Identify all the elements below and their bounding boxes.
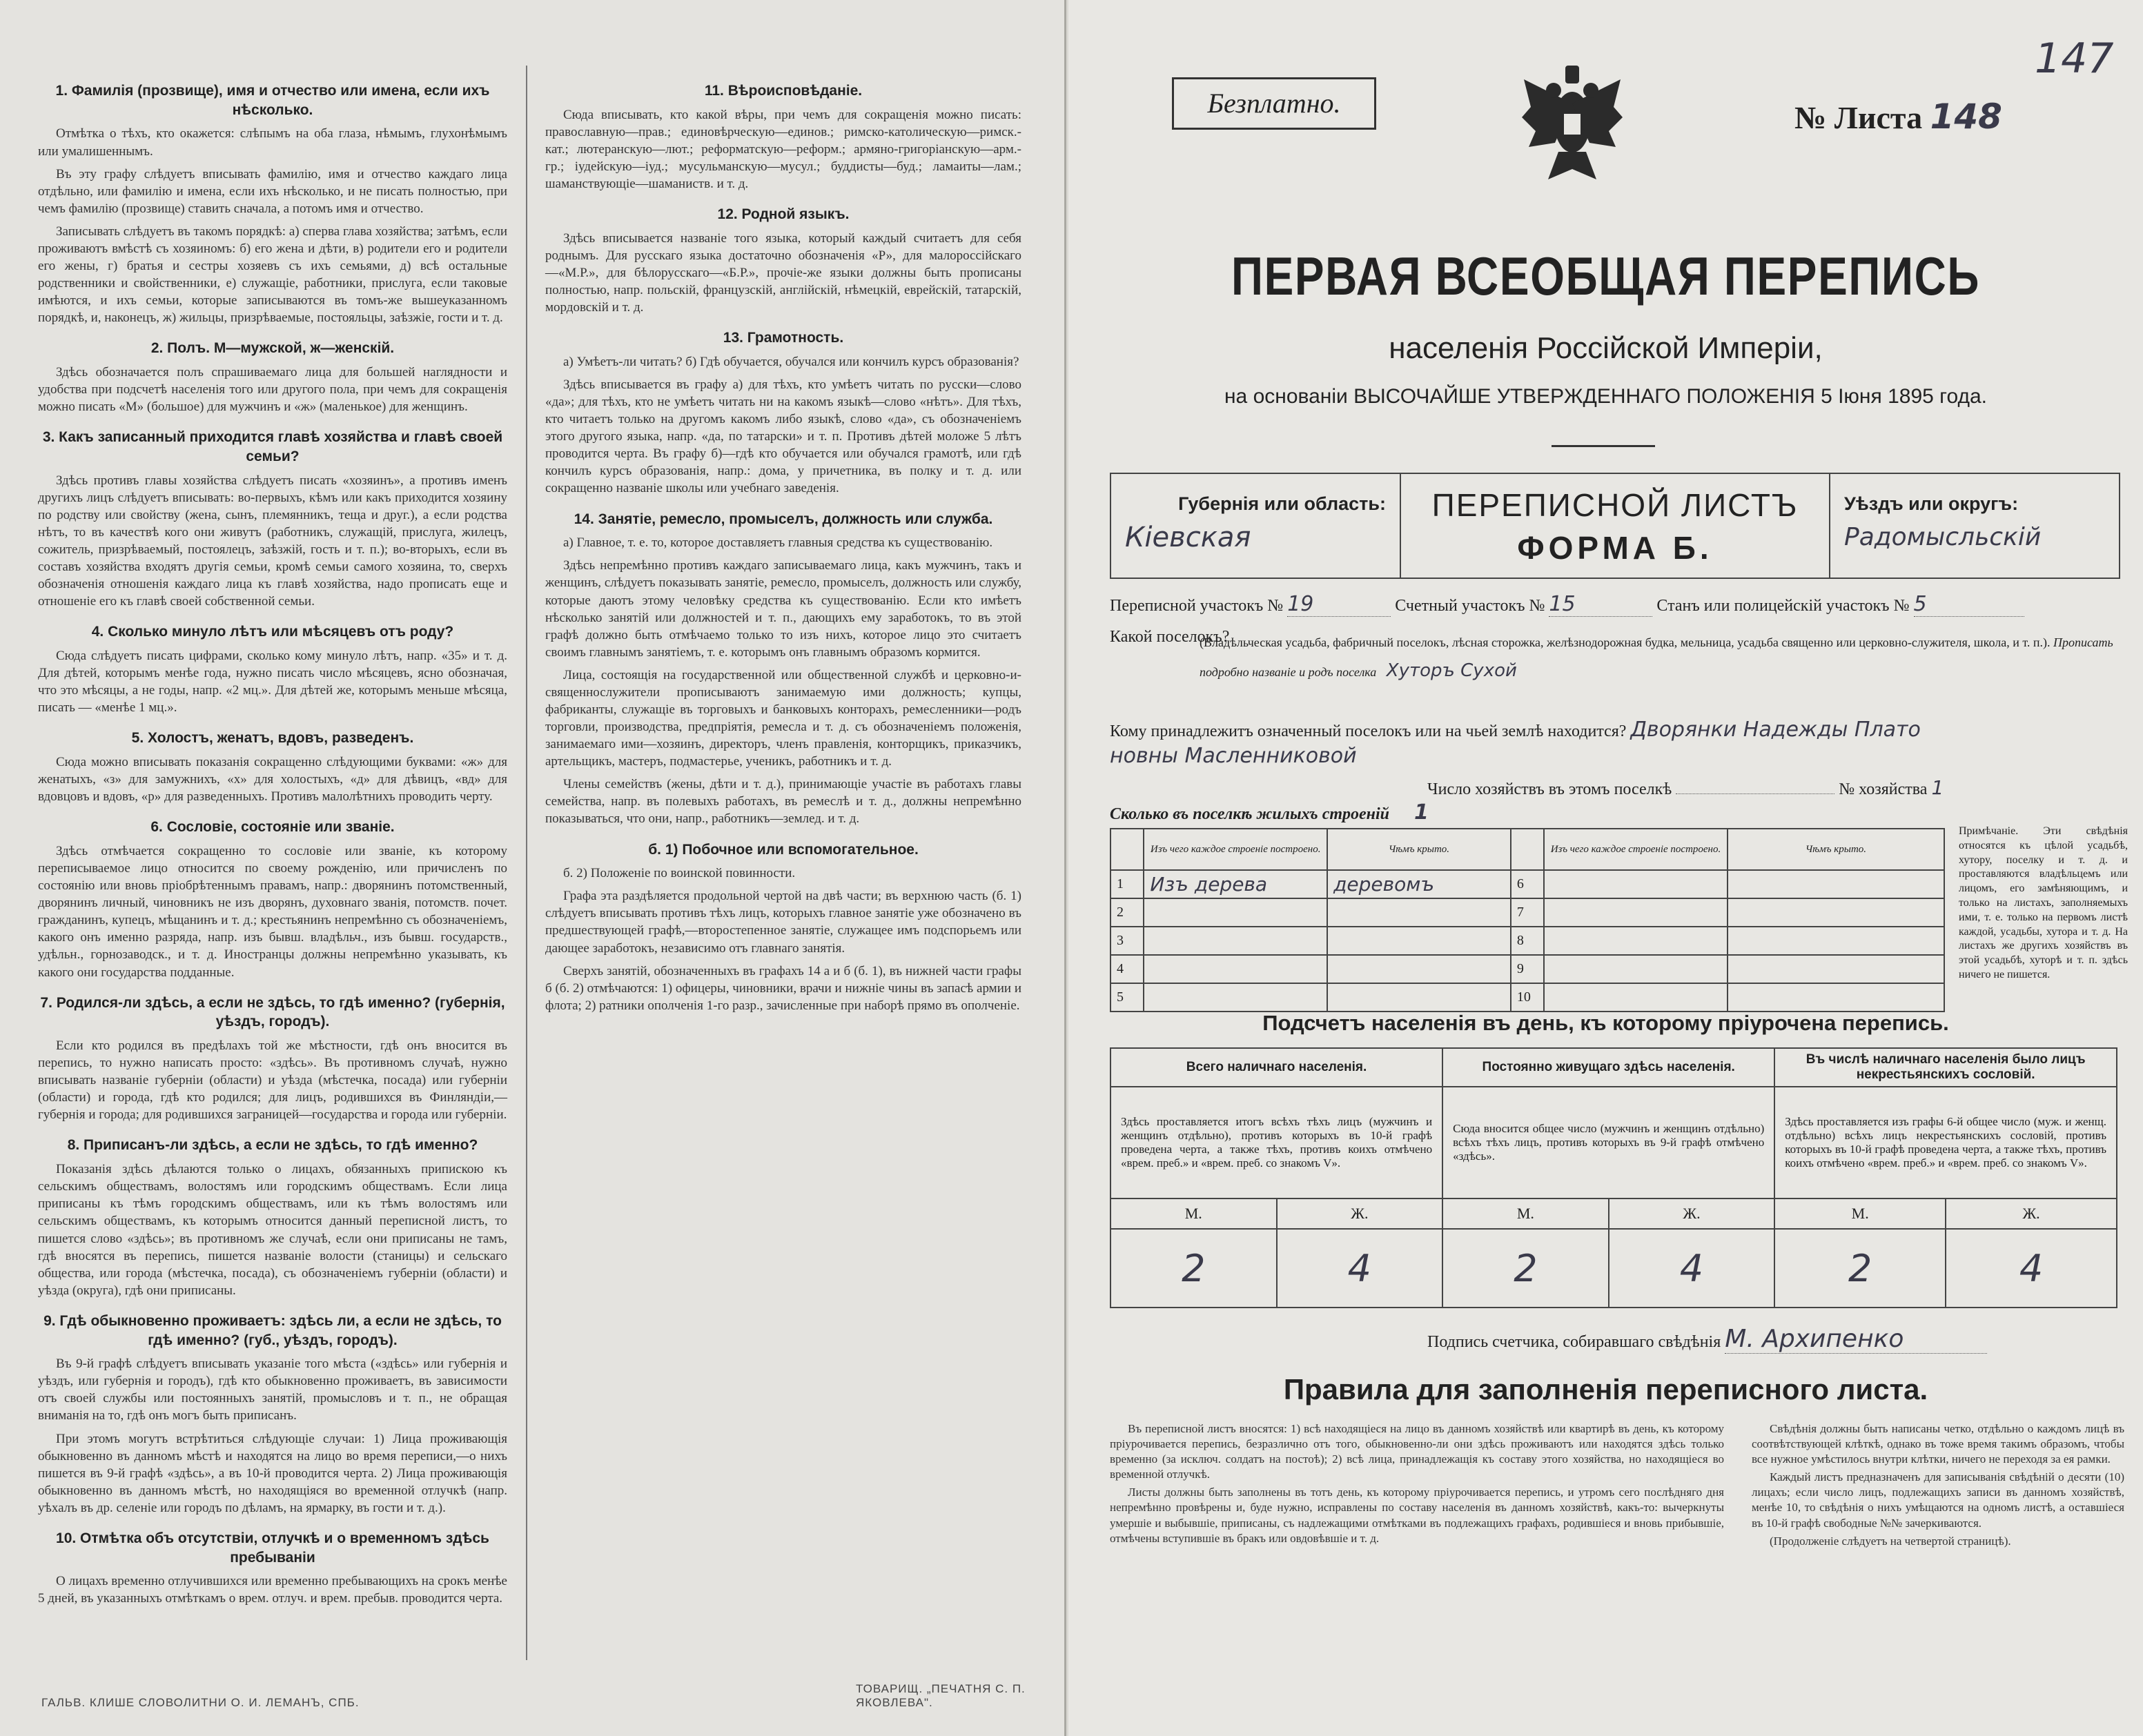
buildings-note: Примѣчаніе. Эти свѣдѣнія относятся къ цѣлой усадьбѣ, хутору, поселку и т. д. и проставляются владѣльцемъ или лицомъ, его замѣняющимъ, и только на листахъ, заполняемыхъ ими, т. е. только на первомъ листѣ каждой, усадьбы, хутора и т. д. На листахъ же другихъ хозяйствъ въ этой усадьбѣ, хуторѣ и т. п. здѣсь ничего не пишется.	[1959, 825, 2128, 980]
rules-paragraph: Въ переписной листъ вносятся: 1) всѣ находящіеся на лицо въ данномъ хозяйствѣ или квартирѣ въ день, къ которому пріурочивается перепись, безразлично отъ того, обыкновенно-ли они здѣсь проживаютъ или находятся здѣсь только временно (за исключ. солдатъ на постоѣ); 2) всѣ лица, принадлежащія къ составу этого хозяйства, но находящіеся во временной отлучкѣ.	[1110, 1422, 1724, 1481]
building-number: 5	[1110, 983, 1144, 1012]
building-roof: деревомъ	[1327, 870, 1511, 898]
pop-m-3: М.	[1774, 1199, 1946, 1229]
census-title: ПЕРВАЯ ВСЕОБЩАЯ ПЕРЕПИСЬ	[1231, 246, 1981, 306]
census-legal-basis: на основаніи ВЫСОЧАЙШЕ УТВЕРЖДЕННАГО ПОЛОЖЕНІЯ 5 Іюня 1895 года.	[1224, 385, 1987, 408]
building-roof	[1327, 983, 1511, 1012]
col1-paragraph: Въ 9-й графѣ слѣдуетъ вписывать указаніе того мѣста («здѣсь» или губернія и уѣздъ, или губернія и городъ), гдѣ кто обыкновенно проживаетъ, въ зависимости отъ своей службы или постоянныхъ занятій, промысловъ и т. п., не обращая вниманія на то, гдѣ онъ могъ быть приписанъ.	[38, 1357, 507, 1423]
col1-heading-1: 1. Фамилія (прозвище), имя и отчество или имена, если ихъ нѣсколько.	[55, 83, 490, 118]
pop-head-present: Всего наличнаго населенія.	[1110, 1048, 1442, 1087]
form-title: ПЕРЕПИСНОЙ ЛИСТЪ	[1431, 487, 1799, 523]
header-roof-2: Чѣмъ крыто.	[1728, 829, 1944, 870]
col1-paragraph: Показанія здѣсь дѣлаются только о лицахъ, обязанныхъ припискою къ сельскимъ обществамъ, волостямъ или городскимъ обществамъ. Если лица приписаны къ тѣмъ городскимъ обществамъ, или къ тѣмъ волостямъ или сельскимъ обществамъ, къ которымъ относится данный переписной листъ, то пишется слово «здѣсь»; въ противномъ же случаѣ, если они приписаны не тамъ, гдѣ вносятся въ перепись, пишется названіе волости (станицы) и сельскаго общества, или города (мѣстечка, посада), съ обозначеніемъ губерніи (области) и уѣзда (округа), гдѣ они приписаны.	[38, 1162, 507, 1298]
col1-paragraph: Здѣсь противъ главы хозяйства слѣдуетъ писать «хозяинъ», а противъ именъ другихъ лицъ слѣдуетъ вписывать: во-первыхъ, кѣмъ или какъ приходится хозяину по родству или свойству (жена, сынъ, племянникъ, теща и друг.), а если родства нѣтъ, то въ качествѣ кого они живутъ (работникъ, служащій, прислуга, жилецъ, сожитель, призрѣваемый, постоялецъ, заѣзжій, гость и т. п.); во-вторыхъ, если въ составъ хозяйства входятъ другія семьи, кромѣ семьи самого хозяина, то, сверхъ обозначенія отношенія каждаго лица къ главѣ хозяйства, надо прописать еще и отношеніе его къ главѣ своей собственной семьи.	[38, 473, 507, 609]
province-label: Губернія или область:	[1178, 493, 1386, 514]
form-title-box	[1401, 474, 1829, 578]
building-material: Изъ дерева	[1144, 870, 1327, 898]
owner-value-1: Дворянки Надежды Плато	[1630, 718, 1921, 742]
pop-desc-present: Здѣсь проставляется итогъ всѣхъ тѣхъ лицъ (мужчинъ и женщинъ отдѣльно), противъ которыхъ въ 10-й графѣ проведена черта, а также тѣхъ, противъ коихъ отмѣчено «врем. преб.» и «врем. преб. со знакомъ V».	[1110, 1087, 1442, 1199]
buildings-value: 1	[1414, 800, 1429, 825]
building-roof	[1327, 955, 1511, 983]
rules-paragraph: Каждый листъ предназначенъ для записыванія свѣдѣній о десяти (10) лицахъ; если число лицъ, подлежащихъ записи въ данномъ хозяйствѣ, менѣе 10, то свѣдѣнія о нихъ умѣщаются на одномъ листѣ, а оставшіеся въ 10-й графѣ свободные №№ зачеркиваются.	[1752, 1470, 2124, 1530]
pop-value-nonpeasant-f: 4	[1946, 1229, 2117, 1308]
district-value: Радомысльскій	[1844, 523, 2042, 551]
building-number: 9	[1511, 955, 1544, 983]
building-number: 1	[1110, 870, 1144, 898]
census-area-label: Переписной участокъ №	[1110, 597, 1284, 615]
title-divider	[1552, 445, 1655, 447]
pop-desc-non-peasant: Здѣсь проставляется изъ графы 6-й общее число (муж. и женщ. отдѣльно) всѣхъ лицъ некрестьянскихъ сословій, противъ которыхъ въ 10-й графѣ проведена черта, а также тѣхъ, противъ коихъ отмѣчено «врем. преб.» и «врем. преб. со знакомъ V».	[1774, 1087, 2117, 1199]
district-box	[1829, 474, 2119, 578]
census-subtitle: населенія Россійской Имперіи,	[1389, 331, 1823, 365]
col1-heading-2: 2. Полъ. М—мужской, ж—женскій.	[150, 340, 395, 357]
col1-heading-7: 7. Родился-ли здѣсь, а если не здѣсь, то гдѣ именно? (губернія, уѣздъ, городъ).	[40, 994, 505, 1030]
population-table	[1110, 1047, 2117, 1308]
building-material	[1544, 927, 1728, 955]
col2-paragraph: Сверхъ занятій, обозначенныхъ въ графахъ 14 а и б (б. 1), въ нижней части графы б (б. 2) отмѣчаются: 1) офицеры, чиновники, врачи и нижніе чины въ запасѣ армии и флота; 2) ратники ополченія 1-го разр., зачисленные при наборѣ прямо въ ополченіе.	[545, 963, 1021, 1013]
col2-heading-3: 13. Грамотность.	[723, 330, 844, 346]
instructions-column-1	[38, 69, 507, 1613]
buildings-line	[1110, 800, 1429, 825]
building-roof	[1327, 898, 1511, 927]
building-number: 7	[1511, 898, 1544, 927]
col2-heading-5: б. 1) Побочное или вспомогательное.	[648, 841, 919, 858]
pop-m-2: М.	[1442, 1199, 1609, 1229]
rules-column-1	[1110, 1421, 1724, 1549]
header-number-blank-2	[1511, 829, 1544, 870]
free-label: Безплатно.	[1172, 77, 1376, 130]
building-material	[1144, 898, 1327, 927]
population-headers	[1110, 1048, 2117, 1087]
col1-heading-5: 5. Холостъ, женатъ, вдовъ, разведенъ.	[131, 730, 414, 747]
rules-paragraph: Листы должны быть заполнены въ тотъ день, къ которому пріурочивается перепись, и утромъ сего послѣдняго дня непремѣнно провѣрены и, буде нужно, исправлены по составу населенія въ данномъ хозяйствѣ, какъ-то: вычеркнуты умершіе и выбывшіе, приписаны, съ надлежащими отмѣтками въ подлежащихъ графахъ, родившіеся и вновь прибывшіе, отмѣчены вступившіе въ бракъ или овдовѣвшіе и т. д.	[1110, 1486, 1724, 1545]
col2-paragraph: а) Умѣетъ-ли читать? б) Гдѣ обучается, обучался или кончилъ курсъ образованія?	[563, 354, 1019, 369]
building-number: 3	[1110, 927, 1144, 955]
households-label: Число хозяйствъ въ этомъ поселкѣ	[1427, 780, 1672, 798]
areas-line	[1110, 592, 2024, 617]
buildings-label: Сколько въ поселкѣ жилыхъ строеній	[1110, 805, 1389, 823]
column-divider	[526, 66, 527, 1660]
province-box	[1111, 474, 1401, 578]
settlement-value: Хуторъ Сухой	[1386, 660, 1517, 682]
col1-heading-3: 3. Какъ записанный приходится главѣ хозяйства и главѣ своей семьи?	[42, 429, 503, 464]
col1-heading-6: 6. Сословіе, состояніе или званіе.	[150, 819, 395, 836]
building-roof	[1728, 927, 1944, 955]
building-roof	[1728, 898, 1944, 927]
col1-paragraph: Записывать слѣдуетъ въ такомъ порядкѣ: а) сперва глава хозяйства; затѣмъ, если проживаютъ вмѣстѣ съ хозяиномъ: б) его жена и дѣти, в) родители его и родители его жены, г) братья и сестры хозяевъ съ ихъ семьями, д) всѣ остальные родственники и свойственники, е) служащіе, работники, прислуга, если таковые имѣются, и ихъ семьи, которые записываются въ томъ-же вышеуказанномъ порядкѣ, и, наконецъ, ж) жильцы, призрѣваемые, постояльцы, заѣзжіе, гости и т. д.	[38, 224, 507, 326]
count-area-value: 15	[1549, 592, 1652, 617]
col1-heading-4: 4. Сколько минуло лѣтъ или мѣсяцевъ отъ роду?	[91, 624, 454, 640]
sheet-number	[1794, 97, 2002, 137]
form-subtitle: ФОРМА Б.	[1517, 530, 1713, 566]
printer-footer-right: ТОВАРИЩ. „ПЕЧАТНЯ С. П. ЯКОВЛЕВА".	[856, 1682, 1026, 1709]
pop-f-1: Ж.	[1277, 1199, 1443, 1229]
owner-line-2	[1110, 744, 1357, 768]
pop-f-3: Ж.	[1946, 1199, 2117, 1229]
building-roof	[1728, 983, 1944, 1012]
corner-archive-number: 147	[2035, 34, 2114, 83]
right-page	[1068, 0, 2143, 1736]
printer-footer-left: ГАЛЬВ. КЛИШЕ СЛОВОЛИТНИ О. И. ЛЕМАНЪ, СПБ.	[41, 1696, 360, 1709]
building-roof	[1728, 955, 1944, 983]
col2-paragraph: Здѣсь непремѣнно противъ каждаго записываемаго лица, какъ мужчинъ, такъ и женщинъ, слѣдуетъ показывать занятіе, ремесло, промыселъ, должность или службу, которые даютъ этому человѣку средства къ существованію. Если кто имѣетъ нѣсколько занятій или должностей и т. п., дающихъ ему заработокъ, то въ этой графѣ должно быть отмѣчаемо только то изъ нихъ, которое лицо это считаетъ своимъ главнымъ занятіемъ, т. е. которымъ онъ главнымъ образомъ кормится.	[545, 558, 1021, 660]
rules-column-2	[1752, 1421, 2124, 1552]
building-number: 8	[1511, 927, 1544, 955]
col2-heading-1: 11. Вѣроисповѣданіе.	[704, 83, 863, 99]
building-roof	[1327, 927, 1511, 955]
building-material	[1544, 898, 1728, 927]
col1-paragraph: О лицахъ временно отлучившихся или временно пребывающихъ на срокъ менѣе 5 дней, въ указанныхъ отмѣткамъ о врем. отлуч. и врем. пребыв. проводится черта.	[38, 1574, 507, 1606]
buildings-table	[1110, 828, 1945, 1012]
pop-head-non-peasant: Въ числѣ наличнаго населенія было лицъ некрестьянскихъ сословій.	[1774, 1048, 2117, 1087]
col2-paragraph: Лица, состоящія на государственной или общественной службѣ и церковно-и-священнослужители прописываютъ занимаемую ими должность; купцы, фабриканты, служащіе въ торговыхъ и банковыхъ конторахъ, ремесленники—родъ торговли, производства, предпріятія, ремесла и т. д. съ обозначеніемъ положенія, занимаемаго ими—хозяинъ, директоръ, членъ правленія, конторщикъ, приказчикъ, артельщикъ, мастеръ, подмастерье, ученикъ, работникъ и т. д.	[545, 667, 1021, 769]
buildings-row	[1110, 870, 1944, 898]
col1-heading-9: 9. Гдѣ обыкновенно проживаетъ: здѣсь ли, а если не здѣсь, то гдѣ именно? (губ., уѣздъ, городъ).	[43, 1312, 502, 1348]
building-number: 4	[1110, 955, 1144, 983]
pop-value-present-f: 4	[1277, 1229, 1443, 1308]
signature-value: М. Архипенко	[1725, 1325, 1987, 1354]
sheet-number-handwritten: 148	[1930, 97, 2002, 137]
header-material: Изъ чего каждое строеніе построено.	[1144, 829, 1327, 870]
buildings-row	[1110, 955, 1944, 983]
col2-paragraph: Здѣсь вписывается названіе того языка, который каждый считаетъ для себя роднымъ. Для русскаго языка достаточно обозначенія «Р», для малороссійскаго—«М.Р.», для бѣлорусскаго—«Б.Р.», прочіе-же языки должны быть прописаны полностью, напр. польскій, французскій, англійскій, нѣмецкій, еврейскій, татарскій, мордовскій и т. д.	[545, 230, 1021, 315]
household-number-value: 1	[1931, 776, 1944, 799]
owner-line	[1110, 718, 1921, 742]
col1-paragraph: Здѣсь отмѣчается сокращенно то сословіе или званіе, къ которому переписываемое лицо относится по своему рожденію, или причисленъ по состоянію или вновь пріобрѣтеннымъ правамъ, напр.: дворянинъ потомственный, дворянинъ личный, чиновникъ не изъ дворянъ, духовнаго званія, потомств. почет. гражданинъ, купецъ, мѣщанинъ и т. д.; крестьянинъ непремѣнно съ обозначеніемъ, какого онъ именно разряда, напр. изъ бывш. владѣльч., изъ бывш. государств., удѣльн., горнозаводск., и т. д. Иностранцы должны непремѣнно указывать, къ какого они государства подданные.	[38, 844, 507, 980]
building-material	[1144, 955, 1327, 983]
rules-title: Правила для заполненія переписного листа.	[1283, 1373, 1928, 1405]
pop-value-nonpeasant-m: 2	[1774, 1229, 1946, 1308]
households-line	[1427, 776, 1944, 799]
pop-value-permanent-f: 4	[1609, 1229, 1775, 1308]
population-title: Подсчетъ населенія въ день, къ которому пріурочена перепись.	[1262, 1011, 1949, 1035]
count-area-label: Счетный участокъ №	[1395, 597, 1545, 615]
stan-value: 5	[1914, 592, 2024, 617]
pop-m-1: М.	[1110, 1199, 1277, 1229]
col2-heading-4: 14. Занятіе, ремесло, промыселъ, должность или служба.	[574, 511, 993, 527]
col2-paragraph: б. 2) Положеніе по воинской повинности.	[563, 866, 796, 881]
col1-paragraph: Если кто родился въ предѣлахъ той же мѣстности, гдѣ онъ вносится въ перепись, то нужно написать просто: «здѣсь». Въ противномъ случаѣ, нужно вписывать названіе губерніи (области) и уѣзда (мѣстечка, посада) или губерніи (области) и города, гдѣ кто родился; для лицъ, родившихся въ Финляндіи,—губернія и города; для родившихся заграницей—государства и города или губерніи.	[38, 1038, 507, 1123]
header-number-blank	[1110, 829, 1144, 870]
pop-value-permanent-m: 2	[1442, 1229, 1609, 1308]
households-value	[1676, 793, 1834, 794]
col1-paragraph: Отмѣтка о тѣхъ, кто окажется: слѣпымъ на оба глаза, нѣмымъ, глухонѣмымъ или умалишеннымъ.	[38, 126, 507, 159]
col2-paragraph: Графа эта раздѣляется продольной чертой на двѣ части; въ верхнюю часть (б. 1) слѣдуетъ вписывать противъ тѣхъ лицъ, которыхъ главное занятіе уже обозначено въ предшествующей графѣ,—второстепенное занятіе, служащее имъ подспорьемъ или дающее заработокъ, независимо отъ главнаго занятія.	[545, 889, 1021, 956]
province-value: Кіевская	[1125, 522, 1251, 553]
sheet-number-label: № Листа	[1794, 100, 1923, 135]
owner-label: Кому принадлежитъ означенный поселокъ или на чьей землѣ находится?	[1110, 722, 1627, 740]
col2-paragraph: Здѣсь вписывается въ графу а) для тѣхъ, кто умѣетъ читать по русски—слово «да»; для тѣхъ, кто не умѣетъ читать ни на какомъ языкѣ—слово «нѣтъ». Для тѣхъ, кто читаетъ только на другомъ какомъ либо языкѣ, слово «да», съ обозначеніемъ этого другого языка, напр. «да, по татарски» и т. п. Противъ дѣтей моложе 5 лѣтъ проводится черта. Въ графу б)—гдѣ кто обучается или обучался грамотѣ, или гдѣ кончилъ курсъ образованія, напр.: дома, у причетника, въ полку и т. д. или сокращенно названіе школы или учебнаго заведенія.	[545, 377, 1021, 496]
population-values-row	[1110, 1229, 2117, 1308]
col2-heading-2: 12. Родной языкъ.	[717, 206, 850, 223]
building-number: 2	[1110, 898, 1144, 927]
buildings-row	[1110, 983, 1944, 1012]
population-sex-row	[1110, 1199, 2117, 1229]
building-material	[1544, 870, 1728, 898]
building-number: 10	[1511, 983, 1544, 1012]
building-material	[1544, 955, 1728, 983]
district-label: Уѣздъ или округъ:	[1844, 493, 2019, 514]
pop-desc-permanent: Сюда вносится общее число (мужчинъ и женщинъ отдѣльно) всѣхъ тѣхъ лицъ, противъ которыхъ въ 9-й графѣ отмѣчено «здѣсь».	[1442, 1087, 1774, 1199]
rules-paragraph: Свѣдѣнія должны быть написаны четко, отдѣльно о каждомъ лицѣ въ соотвѣтствующей клѣткѣ, однако въ тоже время такимъ образомъ, чтобы все нужное умѣстилось внутри клѣтки, ничего не переходя за ея рамки.	[1752, 1422, 2124, 1466]
signature-label: Подпись счетчика, собиравшаго свѣдѣнія	[1427, 1333, 1721, 1351]
pop-value-present-m: 2	[1110, 1229, 1277, 1308]
imperial-eagle-emblem	[1520, 66, 1624, 190]
rules-paragraph: (Продолженіе слѣдуетъ на четвертой страницѣ).	[1770, 1534, 2011, 1548]
building-number: 6	[1511, 870, 1544, 898]
settlement-hint-block	[1200, 631, 2117, 689]
col1-paragraph: Въ эту графу слѣдуетъ вписывать фамилію, имя и отчество каждаго лица отдѣльно, или фамилію и имена, если ихъ нѣсколько, и не писать полностью, при чемъ фамилію (прозвище) ставить сначала, а потомъ имя и отчество.	[38, 166, 507, 216]
instructions-column-2	[545, 69, 1021, 1020]
building-roof	[1728, 870, 1944, 898]
header-roof: Чѣмъ крыто.	[1327, 829, 1511, 870]
buildings-row	[1110, 898, 1944, 927]
col1-paragraph: Сюда можно вписывать показанія сокращенно слѣдующими буквами: «ж» для женатыхъ, «з» для замужнихъ, «х» для холостыхъ, «д» для дѣвицъ, «вд» для вдовцовъ и вдовъ, «р» для разведенныхъ. Противъ малолѣтнихъ проводить черту.	[38, 755, 507, 805]
buildings-row	[1110, 927, 1944, 955]
pop-f-2: Ж.	[1609, 1199, 1775, 1229]
col1-heading-10: 10. Отмѣтка объ отсутствіи, отлучкѣ и о временномъ здѣсь пребываніи	[56, 1530, 489, 1566]
header-box-row	[1110, 473, 2120, 579]
col2-paragraph: Сюда вписывать, кто какой вѣры, при чемъ для сокращенія можно писать: православную—прав.; единовѣрческую—единов.; римско-католическую—римск.-кат.; лютеранскую—лют.; реформатскую—реформ.; армяно-григоріанскую—арм.-гр.; іудейскую—іуд.; мусульманскую—мусул.; буддисты—буд.; ламаиты—лам.; шаманствующіе—шаманиств. и т. д.	[545, 107, 1021, 192]
col2-paragraph: а) Главное, т. е. то, которое доставляетъ главныя средства къ существованію.	[563, 535, 993, 551]
pop-head-permanent: Постоянно живущаго здѣсь населенія.	[1442, 1048, 1774, 1087]
col1-heading-8: 8. Приписанъ-ли здѣсь, а если не здѣсь, то гдѣ именно?	[67, 1137, 478, 1154]
household-number-label: № хозяйства	[1839, 780, 1928, 798]
enumerator-signature-line	[1427, 1325, 1987, 1354]
stan-label: Станъ или полицейскій участокъ №	[1656, 597, 1910, 615]
col2-paragraph: Члены семействъ (жены, дѣти и т. д.), принимающіе участіе въ работахъ главы семейства, напр. въ полевыхъ работахъ, въ ремеслѣ и т. д., должны непремѣнно показываться, что они, напр., работникъ—землед. и т. д.	[545, 777, 1021, 827]
settlement-hint-detail: Прописать подробно названіе и родъ поселка	[1200, 635, 2113, 680]
settlement-label: Какой поселокъ?	[1110, 628, 1230, 646]
col1-paragraph: Сюда слѣдуетъ писать цифрами, сколько кому минуло лѣтъ, напр. «35» и т. д. Для дѣтей, которымъ менѣе года, нужно писать число мѣсяцевъ, ясно обозначая, что это мѣсяцы, а не годы, напр. «2 мц.». Для дѣтей же, которымъ меньше мѣсяца, писать — «менѣе 1 мц.».	[38, 649, 507, 716]
buildings-table-header	[1110, 829, 1944, 870]
population-descriptions	[1110, 1087, 2117, 1199]
header-material-2: Изъ чего каждое строеніе построено.	[1544, 829, 1728, 870]
col1-paragraph: Здѣсь обозначается полъ спрашиваемаго лица для большей наглядности и удобства при подсчетѣ населенія того или другого пола, при чемъ для сокращенія можно писать «М» (большое) для мужчинъ и «ж» (маленькое) для женщинъ.	[38, 365, 507, 415]
building-material	[1544, 983, 1728, 1012]
buildings-table-body	[1110, 870, 1944, 1012]
census-area-value: 19	[1287, 592, 1391, 617]
col1-paragraph: При этомъ могутъ встрѣтиться слѣдующіе случаи: 1) Лица проживающія обыкновенно въ данномъ мѣстѣ и находятся на лицо во время переписи,—о нихъ пишется въ 9-й графѣ «здѣсь», а въ 10-й проводится черта. 2) Лица проживающія обыкновенно въ данномъ мѣстѣ, но находящіяся во временной отлучкѣ (напр. уѣхалъ въ др. селеніе или городъ по дѣламъ, на ярмарку, въ гости и т. д.).	[38, 1431, 507, 1515]
owner-value-2: новны Масленниковой	[1110, 744, 1357, 768]
building-material	[1144, 983, 1327, 1012]
left-page	[0, 0, 1066, 1736]
settlement-hint: (Владѣльческая усадьба, фабричный поселокъ, лѣсная сторожка, желѣзнодорожная будка, мельница, усадьба священно или церковно-служителя, школа, и т. п.).	[1200, 635, 2051, 649]
building-material	[1144, 927, 1327, 955]
